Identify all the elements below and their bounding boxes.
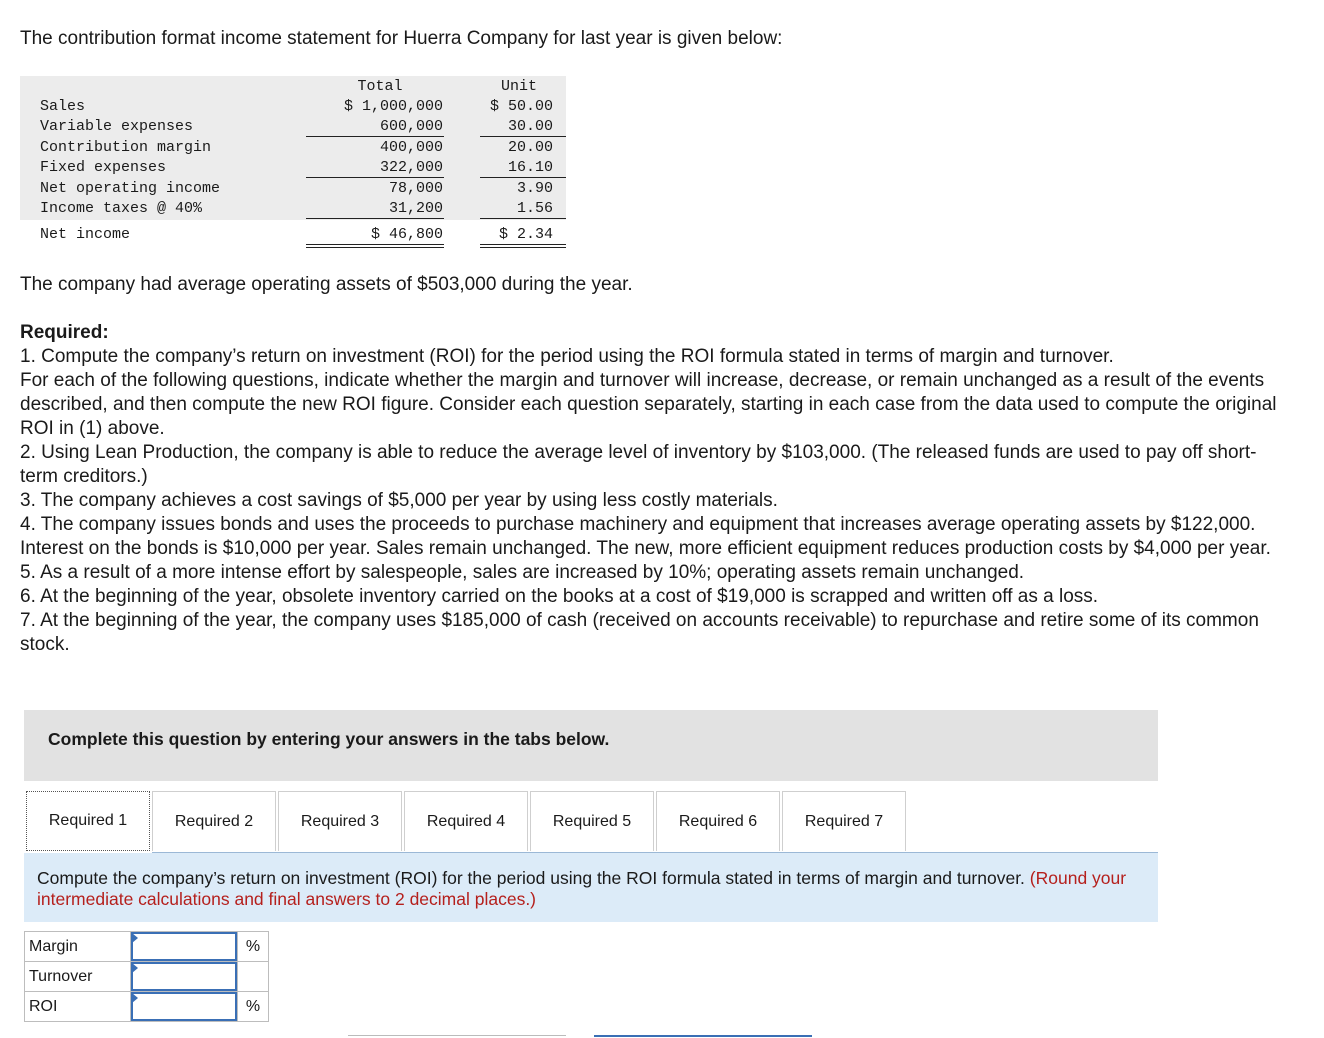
required-item: 6. At the beginning of the year, obsolete inventory carried on the books at a cost of $19,000 is scrapped and written off as a loss. bbox=[20, 586, 1099, 607]
total-double-rule bbox=[306, 244, 444, 248]
total-double-rule bbox=[480, 244, 566, 248]
banner-text: Complete this question by entering your answers in the tabs below. bbox=[48, 729, 610, 749]
row-label: Net income bbox=[40, 226, 131, 243]
answer-row-margin bbox=[25, 932, 269, 962]
header-total: Total bbox=[357, 78, 403, 95]
row-label: Net operating income bbox=[40, 180, 221, 197]
income-statement bbox=[20, 76, 568, 248]
input-marker-icon bbox=[132, 933, 138, 943]
answer-label: Margin bbox=[25, 932, 131, 962]
assets-text: The company had average operating assets of $503,000 during the year. bbox=[20, 274, 633, 295]
required-item: 4. The company issues bonds and uses the proceeds to purchase machinery and equipment that increases average operating assets by $122,000. Interest on the bonds is $10,000 per year. Sales remain unchanged. The new, more efficient equipment reduces production costs by $4,000 per year. bbox=[20, 514, 1271, 559]
answer-unit bbox=[238, 962, 269, 992]
tab-required-4[interactable]: Required 4 bbox=[404, 791, 528, 851]
answer-unit: % bbox=[238, 992, 269, 1022]
answer-cell bbox=[131, 932, 238, 962]
rounding-note: (Round your intermediate calculations and final answers to 2 decimal places.) bbox=[37, 868, 1127, 909]
answer-label: Turnover bbox=[25, 962, 131, 992]
subtotal-rule bbox=[306, 218, 444, 219]
tab-required-1[interactable]: Required 1 bbox=[26, 791, 150, 851]
tab-required-2[interactable]: Required 2 bbox=[152, 791, 276, 851]
prompt-main: Compute the company’s return on investment (ROI) for the period using the ROI formula stated in terms of margin and turnover. bbox=[37, 868, 1025, 888]
answer-row-roi bbox=[25, 992, 269, 1022]
roi-input[interactable] bbox=[131, 992, 237, 1021]
row-total: 31,200 bbox=[388, 200, 443, 217]
header-unit: Unit bbox=[500, 78, 537, 95]
required-item: 1. Compute the company’s return on investment (ROI) for the period using the ROI formula stated in terms of margin and turnover. bbox=[20, 346, 1114, 367]
subtotal-rule bbox=[480, 218, 566, 219]
required-item: 5. As a result of a more intense effort by salespeople, sales are increased by 10%; operating assets remain unchanged. bbox=[20, 562, 1025, 583]
answer-table bbox=[24, 931, 269, 1022]
instructions-banner bbox=[24, 710, 1158, 781]
subtotal-rule bbox=[480, 136, 566, 137]
required-item: 7. At the beginning of the year, the company uses $185,000 of cash (received on accounts receivable) to repurchase and retire some of its common stock. bbox=[20, 610, 1259, 655]
intro-text: The contribution format income statement for Huerra Company for last year is given below: bbox=[20, 28, 783, 49]
subtotal-rule bbox=[306, 177, 444, 178]
input-marker-icon bbox=[132, 963, 138, 973]
prev-button-edge[interactable] bbox=[348, 1035, 566, 1036]
required-section bbox=[20, 321, 1290, 657]
prompt-text bbox=[37, 868, 1137, 910]
row-unit: 20.00 bbox=[507, 139, 553, 156]
row-label: Contribution margin bbox=[40, 139, 212, 156]
row-label: Sales bbox=[40, 98, 86, 115]
row-total: 78,000 bbox=[388, 180, 443, 197]
row-total: $ 46,800 bbox=[370, 226, 443, 243]
tab-required-3[interactable]: Required 3 bbox=[278, 791, 402, 851]
row-total: $ 1,000,000 bbox=[343, 98, 443, 115]
required-item: 2. Using Lean Production, the company is able to reduce the average level of inventory by $103,000. (The released funds are used to pay off short-term creditors.) bbox=[20, 442, 1257, 487]
answer-unit: % bbox=[238, 932, 269, 962]
subtotal-rule bbox=[480, 177, 566, 178]
row-total: 600,000 bbox=[379, 118, 443, 135]
row-unit: 3.90 bbox=[516, 180, 553, 197]
row-unit: $ 50.00 bbox=[489, 98, 553, 115]
next-button-edge[interactable] bbox=[594, 1035, 812, 1037]
subtotal-rule bbox=[306, 136, 444, 137]
row-label: Income taxes @ 40% bbox=[40, 200, 203, 217]
row-unit: 16.10 bbox=[507, 159, 553, 176]
required-heading: Required: bbox=[20, 322, 109, 343]
answer-cell bbox=[131, 992, 238, 1022]
row-total: 322,000 bbox=[379, 159, 443, 176]
row-total: 400,000 bbox=[379, 139, 443, 156]
required-item: 3. The company achieves a cost savings of $5,000 per year by using less costly materials. bbox=[20, 490, 778, 511]
question-prompt bbox=[24, 853, 1158, 922]
row-unit: $ 2.34 bbox=[498, 226, 553, 243]
required-item: For each of the following questions, indicate whether the margin and turnover will increase, decrease, or remain unchanged as a result of the events described, and then compute the new ROI figure. Consider each question separately, starting in each case from the data used to compute the original ROI in (1) above. bbox=[20, 370, 1277, 439]
answer-label: ROI bbox=[25, 992, 131, 1022]
tab-required-6[interactable]: Required 6 bbox=[656, 791, 780, 851]
row-label: Fixed expenses bbox=[40, 159, 167, 176]
margin-input[interactable] bbox=[131, 932, 237, 961]
row-label: Variable expenses bbox=[40, 118, 194, 135]
tab-required-7[interactable]: Required 7 bbox=[782, 791, 906, 851]
answer-row-turnover bbox=[25, 962, 269, 992]
row-unit: 1.56 bbox=[516, 200, 553, 217]
turnover-input[interactable] bbox=[131, 962, 237, 991]
input-marker-icon bbox=[132, 993, 138, 1003]
answer-cell bbox=[131, 962, 238, 992]
row-unit: 30.00 bbox=[507, 118, 553, 135]
tab-required-5[interactable]: Required 5 bbox=[530, 791, 654, 851]
